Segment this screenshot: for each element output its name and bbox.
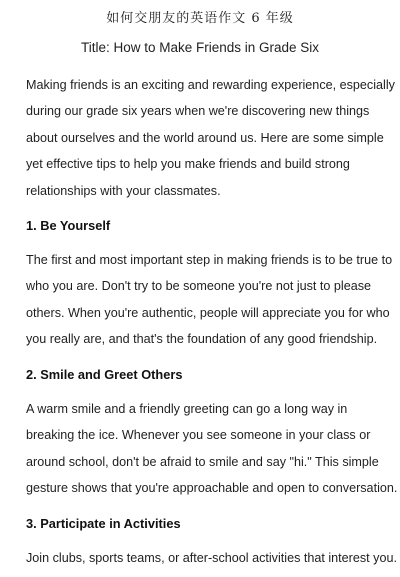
paragraph-line: The first and most important step in making friends is to be true to xyxy=(26,253,393,267)
section-heading-smile-greet: 2. Smile and Greet Others xyxy=(26,367,183,382)
paragraph-line: around school, don't be afraid to smile and say "hi." This simple xyxy=(26,454,379,469)
paragraph-line: breaking the ice. Whenever you see someone in your class or xyxy=(26,428,371,443)
section-paragraph-be-yourself xyxy=(26,247,393,353)
intro-paragraph xyxy=(26,72,395,204)
intro-line: about ourselves and the world around us. Here are some simple xyxy=(26,130,384,145)
section-paragraph-participate xyxy=(26,545,397,571)
section-paragraph-smile-greet xyxy=(26,396,398,502)
intro-line: Making friends is an exciting and rewarding experience, especially xyxy=(26,78,395,92)
paragraph-line: who you are. Don't try to be someone you're not just to please xyxy=(26,279,372,294)
intro-line: during our grade six years when we're discovering new things xyxy=(26,104,370,119)
paragraph-line: you really are, and that's the foundation of any good friendship. xyxy=(26,332,378,347)
paragraph-line: A warm smile and a friendly greeting can go a long way in xyxy=(26,402,348,416)
section-heading-be-yourself: 1. Be Yourself xyxy=(26,218,111,233)
section-heading-participate: 3. Participate in Activities xyxy=(26,516,181,531)
intro-line: relationships with your classmates. xyxy=(26,183,221,198)
chinese-header-title: 如何交朋友的英语作文 6 年级 xyxy=(106,11,294,26)
paragraph-line: gesture shows that you're approachable and open to conversation. xyxy=(26,481,398,496)
paragraph-line: others. When you're authentic, people will appreciate you for who xyxy=(26,305,390,320)
paragraph-line: Join clubs, sports teams, or after-school activities that interest you. xyxy=(26,551,397,565)
document-title: Title: How to Make Friends in Grade Six xyxy=(80,40,320,55)
intro-line: yet effective tips to help you make friends and build strong xyxy=(26,157,350,172)
